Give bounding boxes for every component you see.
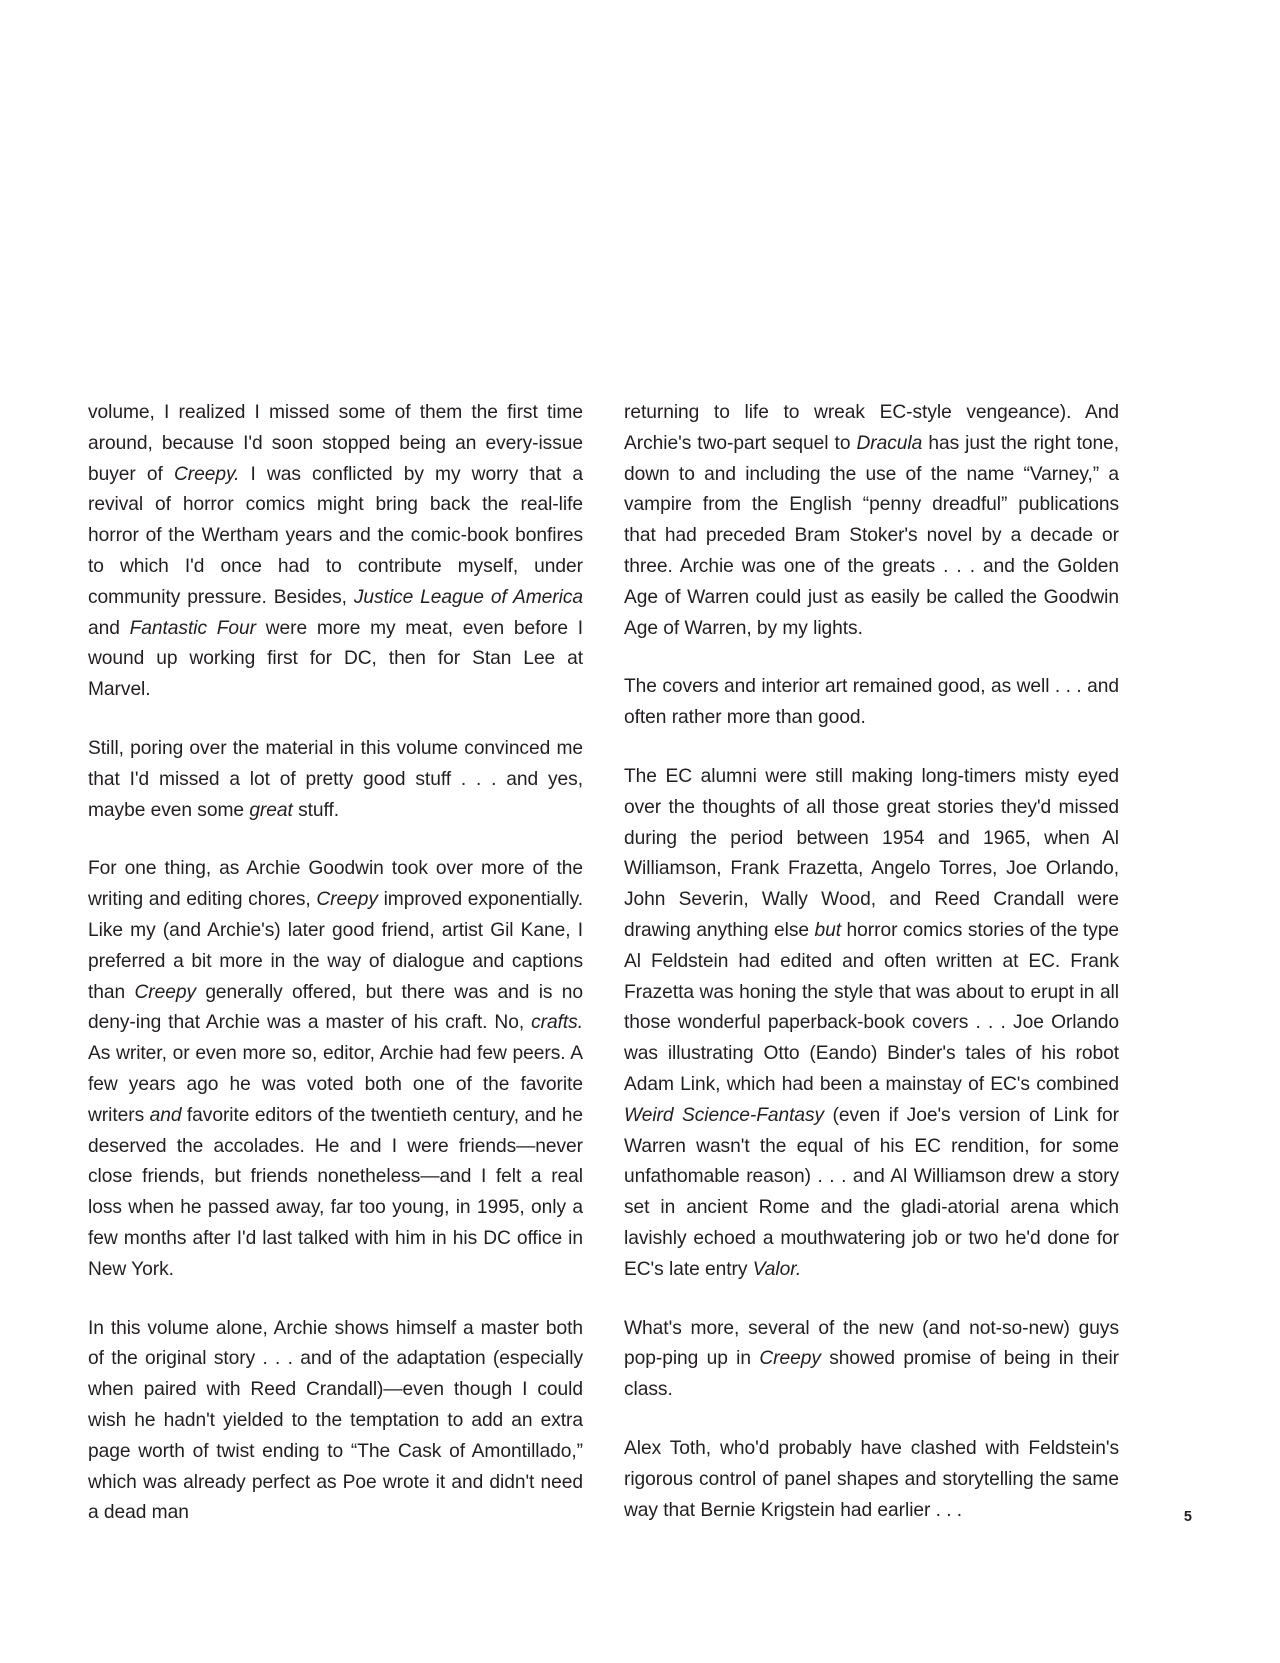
- page-number: 5: [1183, 1509, 1192, 1525]
- paragraph-for-one-thing: For one thing, as Archie Goodwin took over more of the writing and editing chores, Creepy improved exponentially. Like my (and Archie's) later good friend, artist Gil Kane, I preferred a bit more in the way of dialogue and captions than Creepy generally offered, but there was and is no deny-ing that Archie was a master of his craft. No, crafts. As writer, or even more so, editor, Archie had few peers. A few years ago he was voted both one of the favorite writers and favorite editors of the twentieth century, and he deserved the accolades. He and I were friends—never close friends, but friends nonetheless—and I felt a real loss when he passed away, far too young, in 1995, only a few months after I'd last talked with him in his DC office in New York.: [88, 858, 583, 1280]
- paragraph-whats-more: What's more, several of the new (and not-so-new) guys pop-ping up in Creepy showed promise of being in their class.: [624, 1317, 1119, 1401]
- paragraph-returning-to-life: returning to life to wreak EC-style vengeance). And Archie's two-part sequel to Dracula has just the right tone, down to and including the use of the name “Varney,” a vampire from the English “penny dreadful” publications that had preceded Bram Stoker's novel by a decade or three. Archie was one of the greats . . . and the Golden Age of Warren could just as easily be called the Goodwin Age of Warren, by my lights.: [624, 402, 1120, 639]
- paragraph-ec-alumni: The EC alumni were still making long-timers misty eyed over the thoughts of all those great stories they'd missed during the period between 1954 and 1965, when Al Williamson, Frank Frazetta, Angelo Torres, Joe Orlando, John Severin, Wally Wood, and Reed Crandall were drawing anything else but horror comics stories of the type Al Feldstein had edited and often written at EC. Frank Frazetta was honing the style that was about to erupt in all those wonderful paperback-book covers . . . Joe Orlando was illustrating Otto (Eando) Binder's tales of his robot Adam Link, which had been a mainstay of EC's combined Weird Science-Fantasy (even if Joe's version of Link for Warren wasn't the equal of his EC rendition, for some unfathomable reason) . . . and Al Williamson drew a story set in ancient Rome and the gladi-atorial arena which lavishly echoed a mouthwatering job or two he'd done for EC's late entry Valor.: [624, 765, 1119, 1280]
- right-column: [624, 398, 1119, 1529]
- two-column-text-body: [88, 398, 1120, 1529]
- paragraph-in-this-volume: In this volume alone, Archie shows himself a master both of the original story . . . and of the adaptation (especially when paired with Reed Crandall)—even though I could wish he hadn't yielded to the temptation to add an extra page worth of twist ending to “The Cask of Amontillado,” which was already perfect as Poe wrote it and didn't need a dead man: [88, 1317, 583, 1524]
- left-column: [88, 398, 583, 1529]
- paragraph-covers-interior-art: The covers and interior art remained good, as well . . . and often rather more than good.: [624, 676, 1119, 729]
- paragraph-volume-realized: volume, I realized I missed some of them the first time around, because I'd soon stopped being an every-issue buyer of Creepy. I was conflicted by my worry that a revival of horror comics might bring back the real-life horror of the Wertham years and the comic-book bonfires to which I'd once had to contribute myself, under community pressure. Besides, Justice League of America and Fantastic Four were more my meat, even before I wound up working first for DC, then for Stan Lee at Marvel.: [88, 402, 583, 701]
- paragraph-alex-toth: Alex Toth, who'd probably have clashed with Feldstein's rigorous control of panel shapes and storytelling the same way that Bernie Krigstein had earlier . . .: [624, 1437, 1119, 1521]
- paragraph-still-poring: Still, poring over the material in this volume convinced me that I'd missed a lot of pretty good stuff . . . and yes, maybe even some great stuff.: [88, 737, 583, 821]
